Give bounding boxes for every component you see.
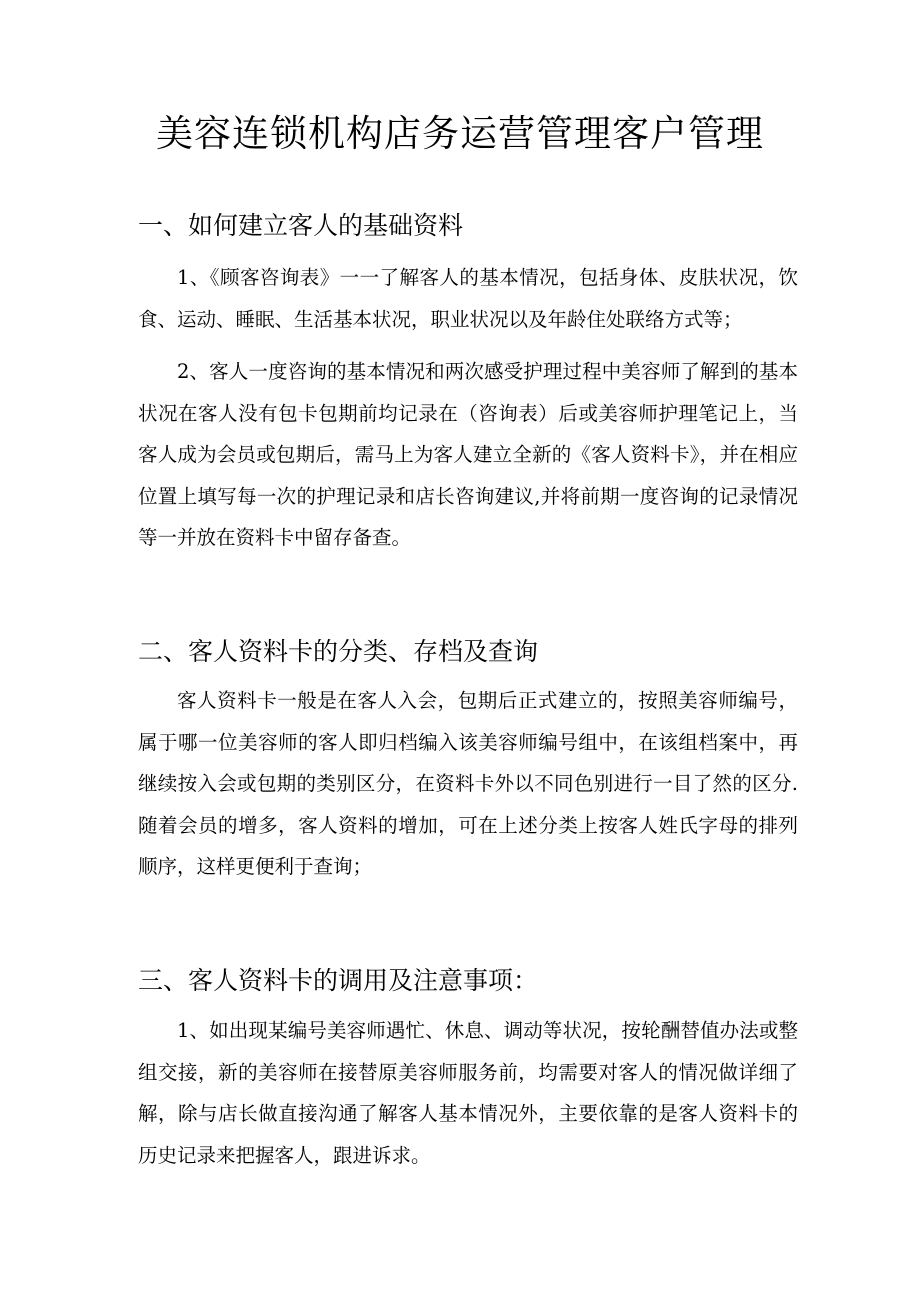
page-title: 美容连锁机构店务运营管理客户管理 (156, 112, 764, 155)
section-3-paragraph-1: 1、如出现某编号美容师遇忙、休息、调动等状况，按轮酬替值办法或整组交接，新的美容师在接替原美容师服务前，均需要对客人的情况做详细了解，除与店长做直接沟通了解客人基本情况外，主要依靠的是客人资料卡的历史记录来把握客人，跟进诉求。 (138, 1019, 798, 1167)
section-1-paragraph-2: 2、客人一度咨询的基本情况和两次感受护理过程中美容师了解到的基本状况在客人没有包卡包期前均记录在（咨询表）后或美容师护理笔记上，当客人成为会员或包期后，需马上为客人建立全新的《客人资料卡》，并在相应位置上填写每一次的护理记录和店长咨询建议,并将前期一度咨询的记录情况等一并放在资料卡中留存备查。 (138, 360, 798, 550)
section-heading-3: 三、客人资料卡的调用及注意事项： (138, 966, 539, 995)
section-1-paragraph-1: 1、《顾客咨询表》一一了解客人的基本情况，包括身体、皮肤状况，饮食、运动、睡眠、生活基本状况，职业状况以及年龄住处联络方式等； (138, 266, 798, 331)
section-2-paragraph-1: 客人资料卡一般是在客人入会，包期后正式建立的，按照美容师编号，属于哪一位美容师的客人即归档编入该美容师编号组中，在该组档案中，再继续按入会或包期的类别区分，在资料卡外以不同色别进行一目了然的区分.随着会员的增多，客人资料的增加，可在上述分类上按客人姓氏字母的排列顺序，这样更便利于查询； (138, 689, 798, 879)
section-heading-2: 二、客人资料卡的分类、存档及查询 (138, 637, 539, 666)
section-heading-1: 一、如何建立客人的基础资料 (138, 211, 464, 240)
